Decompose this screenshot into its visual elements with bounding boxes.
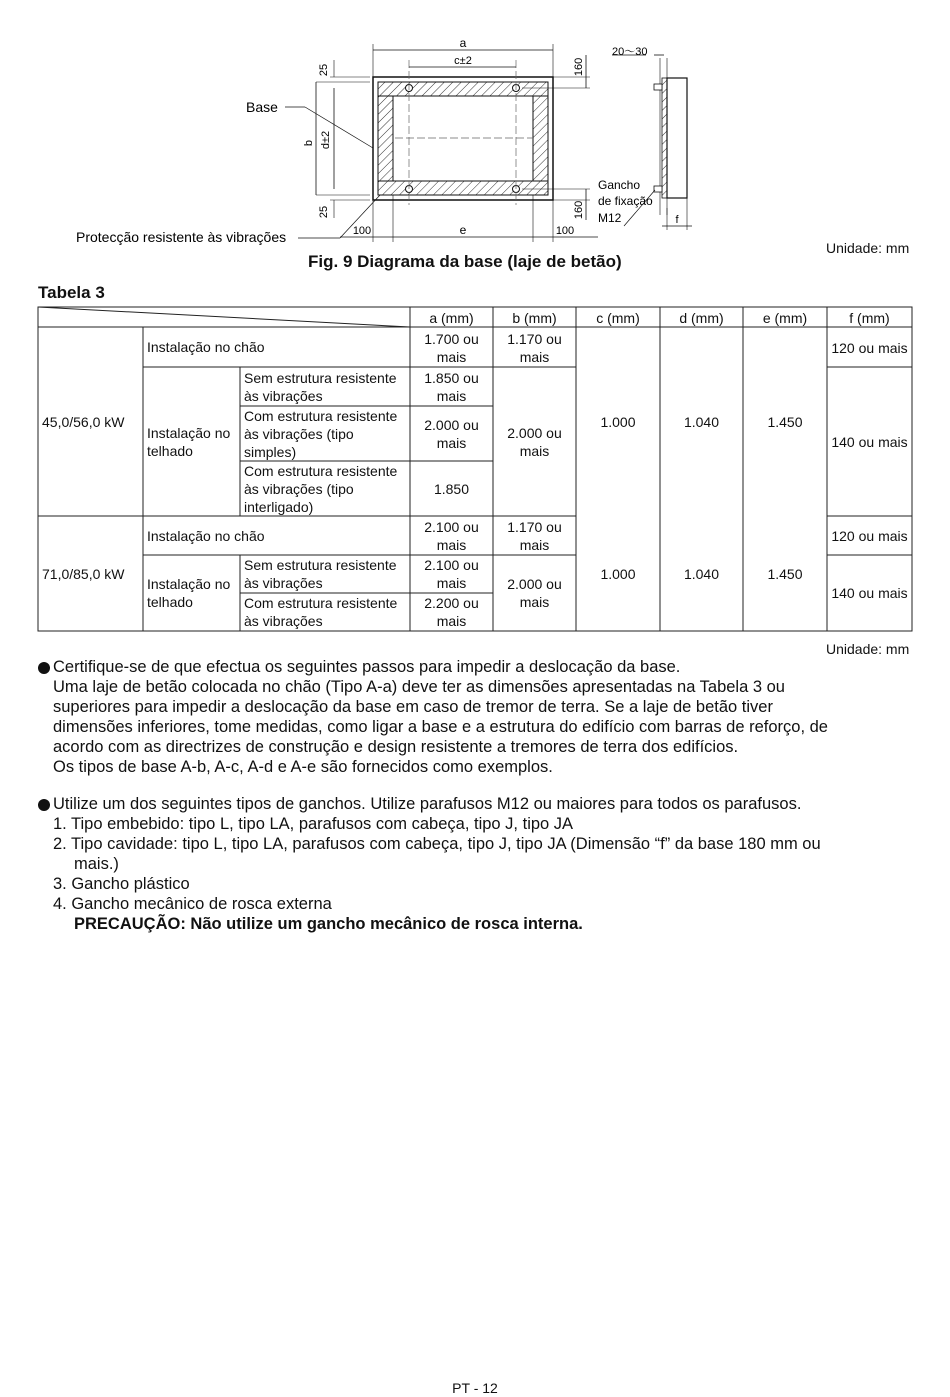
g2-d-text: 1.040 — [683, 565, 720, 582]
note-paragraph-2 — [38, 794, 928, 934]
g2-roof-label — [147, 555, 239, 631]
base-label: Base — [246, 99, 278, 115]
g2-a-sub1-text: 2.100 ou mais — [424, 557, 479, 591]
g1-a-sub3-text: 1.850 — [433, 480, 470, 497]
dim-b-label: b — [303, 139, 315, 147]
g1-f-roof-text: 140 ou mais — [831, 433, 908, 450]
kw-group-2-label: 71,0/85,0 kW — [42, 565, 125, 582]
g1-sub2 — [244, 406, 408, 461]
g2-e-text: 1.450 — [767, 565, 803, 582]
g2-sub1-text: Sem estrutura resistente às vibrações — [244, 557, 397, 591]
kw-group-1 — [42, 327, 142, 516]
dim-160-top-label: 160 — [573, 57, 585, 77]
g1-b-floor — [497, 329, 572, 367]
hook-label-line3: M12 — [598, 211, 622, 225]
g2-a-sub2 — [414, 593, 489, 631]
g1-f-roof — [831, 367, 908, 516]
g2-roof-text: Instalação no telhado — [147, 576, 231, 610]
dim-a-label: a — [459, 36, 467, 50]
col-header-e: e (mm) — [762, 310, 808, 326]
g1-c-text: 1.000 — [600, 413, 636, 430]
g2-floor-label — [147, 516, 407, 555]
g2-f-roof — [831, 555, 908, 631]
g1-sub3 — [244, 461, 408, 516]
unit-label-top: Unidade: mm — [826, 240, 910, 256]
dim-20-30-label: 20～30 — [612, 46, 648, 58]
g2-b-floor — [497, 517, 572, 555]
col-header-b: b (mm) — [512, 310, 557, 326]
g1-a-sub1 — [414, 367, 489, 406]
g1-b-roof — [497, 367, 572, 516]
g2-floor-text: Instalação no chão — [147, 527, 265, 544]
g2-a-sub2-text: 2.200 ou mais — [424, 595, 479, 629]
g2-e — [743, 516, 827, 631]
g1-e-text: 1.450 — [767, 413, 803, 430]
note-2-line: 1. Tipo embebido: tipo L, tipo LA, parafusos com cabeça, tipo J, tipo JA — [53, 815, 574, 833]
g2-sub1 — [244, 555, 408, 593]
dim-25-bottom-label: 25 — [318, 205, 330, 219]
g1-floor-label — [147, 327, 407, 367]
g2-f-roof-text: 140 ou mais — [831, 585, 908, 601]
g2-a-sub1 — [414, 555, 489, 593]
note-1-line: Uma laje de betão colocada no chão (Tipo A-a) deve ter as dimensões apresentadas na Tabela 3 ou — [53, 678, 785, 696]
dim-160-bottom-label: 160 — [573, 200, 585, 220]
dim-100-left-label: 100 — [352, 225, 372, 237]
col-header-d: d (mm) — [679, 310, 724, 326]
g1-b-roof-text: 2.000 ou mais — [507, 424, 562, 459]
g1-sub1 — [244, 367, 408, 406]
g1-floor-text: Instalação no chão — [147, 339, 265, 355]
g1-sub1-text: Sem estrutura resistente às vibrações — [244, 369, 397, 404]
g1-b-floor-text: 1.170 ou mais — [507, 331, 562, 365]
g2-f-floor-text: 120 ou mais — [831, 528, 908, 544]
note-1-line: dimensões inferiores, tome medidas, como ligar a base e a estrutura do edifício com barras de reforço, de — [53, 718, 828, 736]
note-paragraph-1 — [38, 657, 928, 777]
note-2-line: mais.) — [74, 855, 119, 873]
g1-a-sub3 — [414, 461, 489, 516]
g2-b-roof — [497, 555, 572, 631]
unit-label-bottom: Unidade: mm — [826, 641, 910, 657]
g2-a-floor — [414, 517, 489, 555]
g2-c-text: 1.000 — [600, 565, 636, 582]
note-2-line: 2. Tipo cavidade: tipo L, tipo LA, parafusos com cabeça, tipo J, tipo JA (Dimensão “f” da base 180 mm ou — [53, 835, 821, 853]
figure-title: Fig. 9 Diagrama da base (laje de betão) — [308, 252, 622, 271]
kw-group-1-label: 45,0/56,0 kW — [42, 413, 125, 430]
dim-d-label: d±2 — [320, 130, 332, 150]
kw-group-2 — [42, 516, 142, 631]
g2-b-floor-text: 1.170 ou mais — [507, 519, 562, 553]
caution-text: PRECAUÇÃO: Não utilize um gancho mecânico de rosca interna. — [74, 915, 583, 933]
dim-e-label: e — [459, 223, 467, 237]
protection-label: Protecção resistente às vibrações — [76, 229, 287, 245]
g1-sub3-text: Com estrutura resistente às vibrações (tipo interligado) — [244, 462, 398, 515]
dim-c-label: c±2 — [454, 55, 472, 67]
table-caption: Tabela 3 — [38, 283, 105, 302]
g1-a-floor-text: 1.700 ou mais — [424, 331, 479, 365]
dim-100-right-label: 100 — [555, 225, 575, 237]
g1-roof-text: Instalação no telhado — [147, 424, 231, 459]
g1-d — [660, 327, 743, 516]
hook-label-line2: de fixação — [598, 194, 653, 208]
g1-c — [576, 327, 660, 516]
g1-sub2-text: Com estrutura resistente às vibrações (tipo simples) — [244, 407, 398, 460]
note-2-line: 3. Gancho plástico — [53, 875, 190, 893]
dim-f-label: f — [675, 214, 679, 226]
g2-sub2 — [244, 593, 408, 631]
hook-label-line1: Gancho — [598, 178, 641, 192]
g2-c — [576, 516, 660, 631]
dim-25-top-label: 25 — [318, 63, 330, 77]
note-2-line: 4. Gancho mecânico de rosca externa — [53, 895, 332, 913]
g2-a-floor-text: 2.100 ou mais — [424, 519, 479, 553]
g2-b-roof-text: 2.000 ou mais — [507, 576, 562, 610]
note-1-line: Os tipos de base A-b, A-c, A-d e A-e são fornecidos como exemplos. — [53, 758, 553, 776]
g1-a-sub2-text: 2.000 ou mais — [424, 416, 479, 451]
col-header-f: f (mm) — [849, 310, 890, 326]
g1-e — [743, 327, 827, 516]
page-number: PT - 12 — [452, 1380, 498, 1396]
g2-sub2-text: Com estrutura resistente às vibrações — [244, 595, 398, 629]
g2-d — [660, 516, 743, 631]
note-2-line: Utilize um dos seguintes tipos de ganchos. Utilize parafusos M12 ou maiores para todos os parafusos. — [53, 795, 802, 813]
g1-roof-label — [147, 367, 239, 516]
g1-a-sub1-text: 1.850 ou mais — [424, 369, 479, 404]
g1-f-floor-text: 120 ou mais — [831, 340, 908, 356]
note-1-line: superiores para impedir a deslocação da base em caso de tremor de terra. Se a laje de betão tiver — [53, 698, 773, 716]
col-header-c: c (mm) — [596, 310, 640, 326]
note-1-line: acordo com as directrizes de construção e design resistente a tremores de terra dos edifícios. — [53, 738, 739, 756]
g2-f-floor — [831, 517, 908, 555]
note-1-line: Certifique-se de que efectua os seguintes passos para impedir a deslocação da base. — [53, 658, 681, 676]
g1-a-sub2 — [414, 406, 489, 461]
g1-f-floor — [831, 329, 908, 367]
col-header-a: a (mm) — [429, 310, 474, 326]
g1-a-floor — [414, 329, 489, 367]
g1-d-text: 1.040 — [683, 413, 720, 430]
